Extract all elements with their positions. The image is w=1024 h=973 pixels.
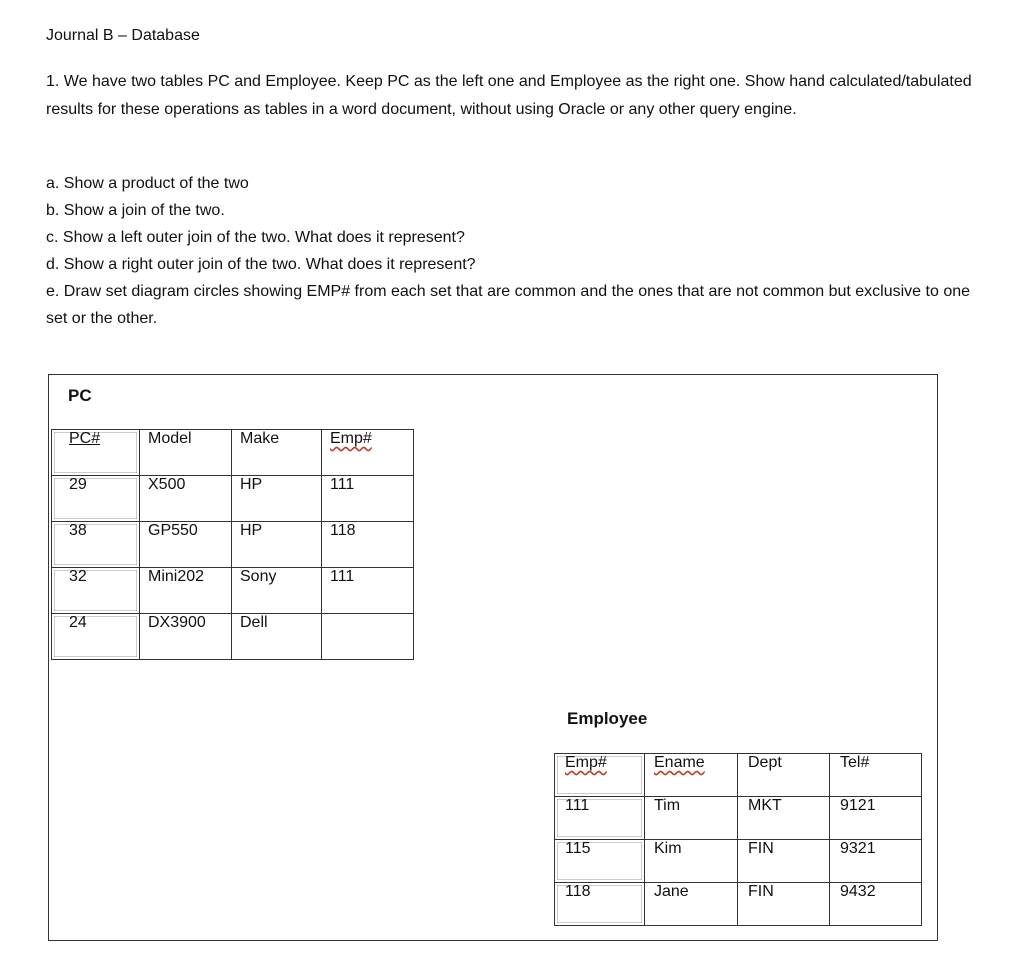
pc-row (52, 614, 414, 660)
employee-cell: FIN (738, 840, 830, 883)
employee-row (555, 840, 922, 883)
pc-header-cell: Make (232, 430, 322, 476)
pc-cell (322, 614, 414, 660)
employee-cell: 111 (555, 797, 645, 840)
pc-cell: 32 (52, 568, 140, 614)
employee-cell: FIN (738, 883, 830, 926)
pc-table (51, 429, 414, 660)
employee-cell: 118 (555, 883, 645, 926)
pc-table-title: PC (68, 386, 92, 405)
question-list (46, 170, 976, 332)
employee-cell: Jane (645, 883, 738, 926)
employee-header-row (555, 754, 922, 797)
pc-cell: Dell (232, 614, 322, 660)
pc-row (52, 476, 414, 522)
employee-header-cell: Emp# (555, 754, 645, 797)
employee-cell: 115 (555, 840, 645, 883)
employee-table (554, 753, 922, 926)
employee-table-title: Employee (567, 709, 648, 728)
pc-cell: 111 (322, 476, 414, 522)
pc-cell: 24 (52, 614, 140, 660)
pc-cell: HP (232, 476, 322, 522)
employee-row (555, 883, 922, 926)
pc-cell: 38 (52, 522, 140, 568)
employee-header-cell: Dept (738, 754, 830, 797)
employee-row (555, 797, 922, 840)
pc-cell: 29 (52, 476, 140, 522)
employee-cell: Tim (645, 797, 738, 840)
question-item-b: b. Show a join of the two. (46, 202, 225, 219)
question-item-a: a. Show a product of the two (46, 175, 249, 192)
question-item-c: c. Show a left outer join of the two. What does it represent? (46, 229, 465, 246)
pc-header-cell: Model (140, 430, 232, 476)
employee-header-cell: Ename (645, 754, 738, 797)
employee-cell: MKT (738, 797, 830, 840)
pc-cell: HP (232, 522, 322, 568)
pc-cell: 118 (322, 522, 414, 568)
question-intro: 1. We have two tables PC and Employee. Keep PC as the left one and Employee as the right one. Show hand calculated/tabulated results for these operations as tables in a word document, without using Oracle or any other query engine. (46, 73, 972, 118)
question-item-d: d. Show a right outer join of the two. What does it represent? (46, 256, 476, 273)
pc-row (52, 522, 414, 568)
pc-cell: Sony (232, 568, 322, 614)
employee-header-cell: Tel# (830, 754, 922, 797)
employee-cell: 9121 (830, 797, 922, 840)
pc-header-row (52, 430, 414, 476)
employee-cell: 9321 (830, 840, 922, 883)
question-item-e: e. Draw set diagram circles showing EMP# from each set that are common and the ones that are not common but exclusive to one set or the other. (46, 283, 971, 327)
pc-cell: X500 (140, 476, 232, 522)
pc-header-cell: Emp# (322, 430, 414, 476)
pc-cell: 111 (322, 568, 414, 614)
document-title: Journal B – Database (46, 27, 200, 44)
employee-cell: 9432 (830, 883, 922, 926)
employee-cell: Kim (645, 840, 738, 883)
pc-cell: DX3900 (140, 614, 232, 660)
pc-header-cell: PC# (52, 430, 140, 476)
pc-row (52, 568, 414, 614)
pc-cell: Mini202 (140, 568, 232, 614)
pc-cell: GP550 (140, 522, 232, 568)
